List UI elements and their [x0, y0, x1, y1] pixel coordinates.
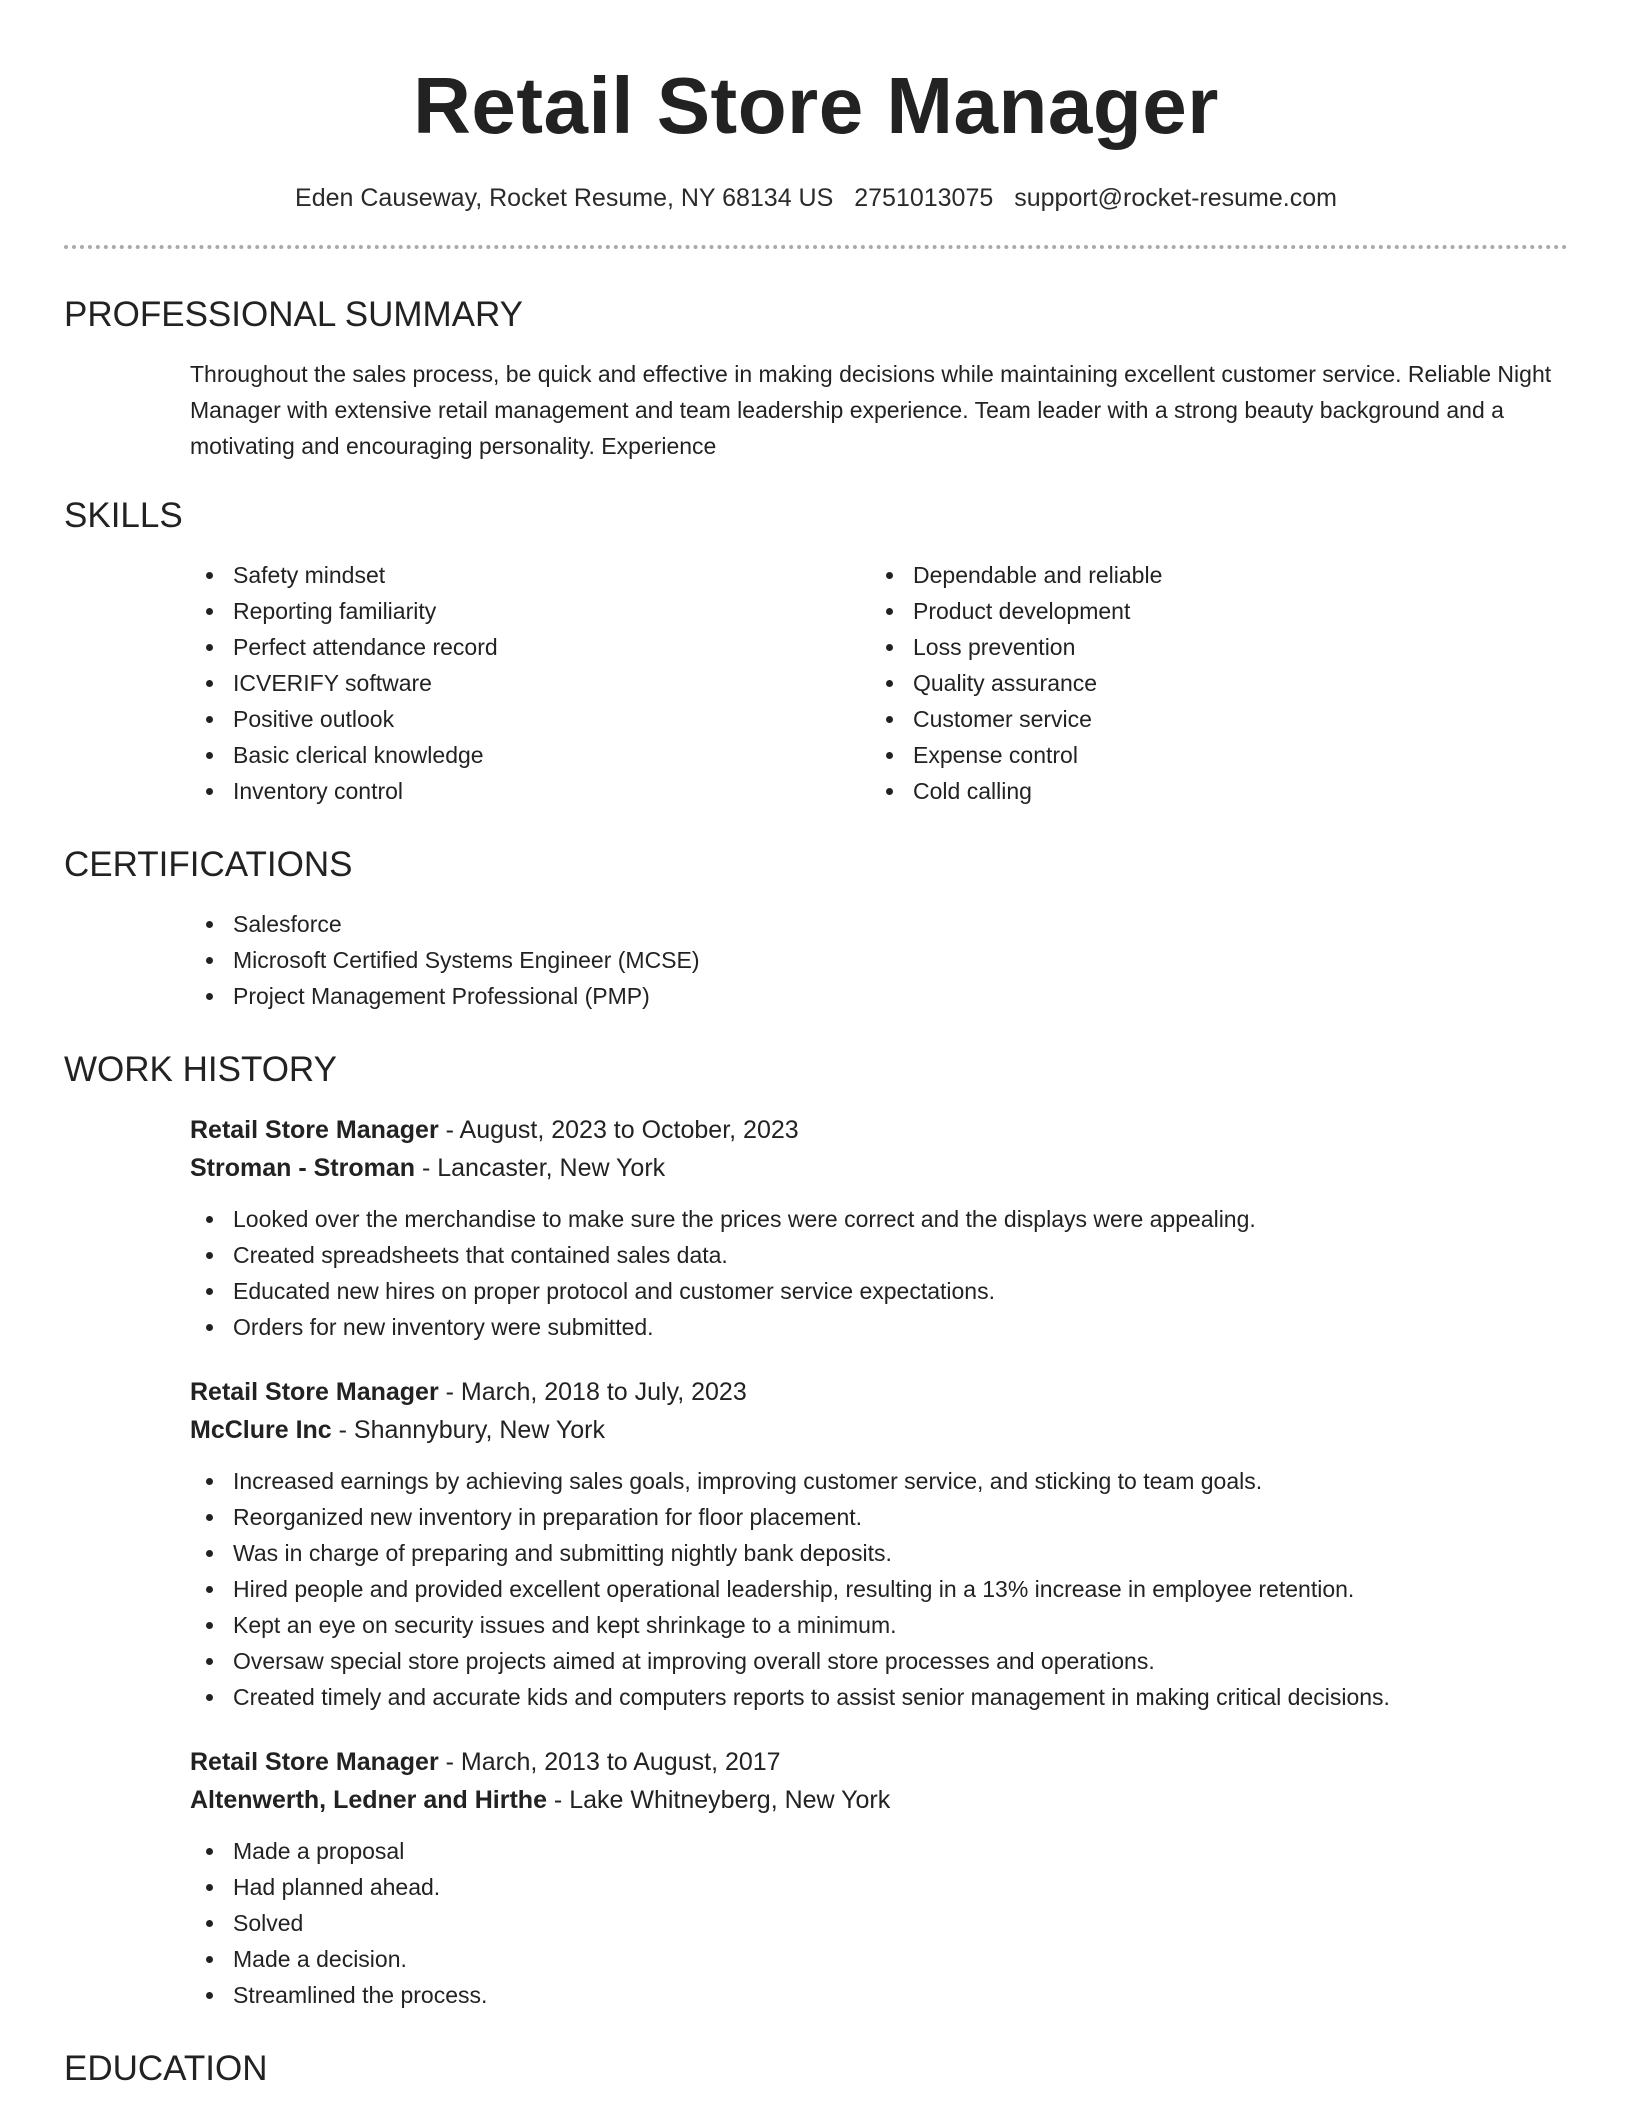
job-bullet: Created spreadsheets that contained sales data.	[190, 1237, 1568, 1273]
job-bullets	[190, 1833, 1568, 2013]
skills-section	[64, 557, 1568, 809]
certifications-heading: CERTIFICATIONS	[64, 845, 353, 884]
certification-item: Project Management Professional (PMP)	[190, 978, 1568, 1014]
job-dates: - March, 2013 to August, 2017	[438, 1748, 781, 1776]
resume-title: Retail Store Manager	[413, 61, 1219, 150]
skill-item: Expense control	[870, 737, 1550, 773]
job-company-line	[190, 1411, 1568, 1449]
job-title-line	[190, 1111, 1568, 1149]
contact-address: Eden Causeway, Rocket Resume, NY 68134 US	[295, 184, 834, 212]
contact-email: support@rocket-resume.com	[1014, 184, 1337, 212]
certifications-list	[190, 906, 1568, 1014]
certifications-section	[64, 906, 1568, 1014]
job-dates: - August, 2023 to October, 2023	[438, 1116, 799, 1144]
work-history-heading: WORK HISTORY	[64, 1050, 337, 1089]
skills-heading: SKILLS	[64, 496, 183, 535]
job-bullets	[190, 1463, 1568, 1715]
work-history-section	[64, 1111, 1568, 2013]
contact-line	[64, 184, 1568, 213]
job-bullet: Educated new hires on proper protocol and customer service expectations.	[190, 1273, 1568, 1309]
job-bullet: Hired people and provided excellent operational leadership, resulting in a 13% increase in employee retention.	[190, 1571, 1568, 1607]
skill-item: Reporting familiarity	[190, 593, 870, 629]
job-company: Altenwerth, Ledner and Hirthe	[190, 1786, 547, 1814]
job-bullet: Solved	[190, 1905, 1568, 1941]
job-bullets	[190, 1201, 1568, 1345]
job-title-line	[190, 1373, 1568, 1411]
job-bullet: Oversaw special store projects aimed at improving overall store processes and operations.	[190, 1643, 1568, 1679]
skill-item: Basic clerical knowledge	[190, 737, 870, 773]
skill-item: Inventory control	[190, 773, 870, 809]
summary-heading: PROFESSIONAL SUMMARY	[64, 295, 523, 334]
education-heading: EDUCATION	[64, 2049, 268, 2088]
job-location: - Lancaster, New York	[415, 1154, 666, 1182]
job-entry	[190, 1111, 1568, 1345]
job-bullet: Was in charge of preparing and submitting nightly bank deposits.	[190, 1535, 1568, 1571]
job-bullet: Looked over the merchandise to make sure the prices were correct and the displays were appealing.	[190, 1201, 1568, 1237]
contact-phone: 2751013075	[854, 184, 994, 212]
skill-item: Customer service	[870, 701, 1550, 737]
skill-item: Cold calling	[870, 773, 1550, 809]
skill-item: Dependable and reliable	[870, 557, 1550, 593]
job-title: Retail Store Manager	[190, 1378, 439, 1406]
job-bullet: Kept an eye on security issues and kept shrinkage to a minimum.	[190, 1607, 1568, 1643]
skill-item: Positive outlook	[190, 701, 870, 737]
job-bullet: Orders for new inventory were submitted.	[190, 1309, 1568, 1345]
skill-item: Product development	[870, 593, 1550, 629]
job-company: McClure Inc	[190, 1416, 332, 1444]
job-dates: - March, 2018 to July, 2023	[438, 1378, 747, 1406]
certification-item: Microsoft Certified Systems Engineer (MCSE)	[190, 942, 1568, 978]
summary-section	[64, 356, 1568, 464]
job-bullet: Reorganized new inventory in preparation for floor placement.	[190, 1499, 1568, 1535]
job-title: Retail Store Manager	[190, 1748, 439, 1776]
certification-item: Salesforce	[190, 906, 1568, 942]
job-title-line	[190, 1743, 1568, 1781]
job-company-line	[190, 1781, 1568, 1819]
job-bullet: Streamlined the process.	[190, 1977, 1568, 2013]
skill-item: Quality assurance	[870, 665, 1550, 701]
skill-item: ICVERIFY software	[190, 665, 870, 701]
job-entry	[190, 1743, 1568, 2013]
skills-grid	[190, 557, 1568, 809]
summary-text: Throughout the sales process, be quick and effective in making decisions while maintaining excellent customer service. Reliable Night Manager with extensive retail management and team leadership experience. Team leader with a strong beauty background and a motivating and encouraging personality. Experience	[190, 361, 1552, 459]
job-entry	[190, 1373, 1568, 1715]
job-bullet: Made a decision.	[190, 1941, 1568, 1977]
job-company: Stroman - Stroman	[190, 1154, 416, 1182]
job-title: Retail Store Manager	[190, 1116, 439, 1144]
job-bullet: Created timely and accurate kids and computers reports to assist senior management in making critical decisions.	[190, 1679, 1568, 1715]
header-divider	[64, 245, 1568, 249]
skill-item: Loss prevention	[870, 629, 1550, 665]
job-company-line	[190, 1149, 1568, 1187]
job-bullet: Made a proposal	[190, 1833, 1568, 1869]
job-location: - Shannybury, New York	[331, 1416, 605, 1444]
skills-list-left	[190, 557, 870, 809]
job-location: - Lake Whitneyberg, New York	[546, 1786, 891, 1814]
job-bullet: Had planned ahead.	[190, 1869, 1568, 1905]
skill-item: Safety mindset	[190, 557, 870, 593]
skill-item: Perfect attendance record	[190, 629, 870, 665]
job-bullet: Increased earnings by achieving sales goals, improving customer service, and sticking to team goals.	[190, 1463, 1568, 1499]
skills-list-right	[870, 557, 1550, 809]
